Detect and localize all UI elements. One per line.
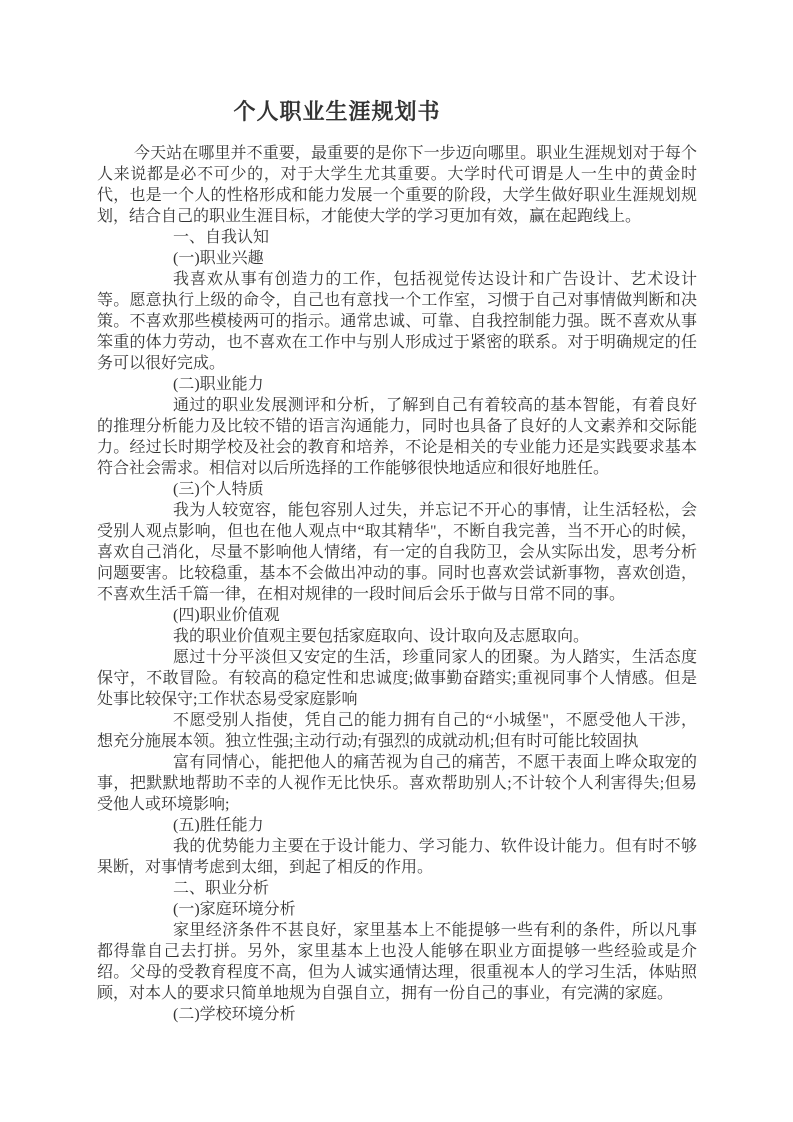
paragraph-sympathy: 富有同情心，能把他人的痛苦视为自己的痛苦，不愿干表面上哗众取宠的事，把默默地帮助不幸的人视作无比快乐。喜欢帮助别人;不计较个人利害得失;但易受他人或环境影响; (97, 754, 697, 813)
section-heading-personal-traits: (三)个人特质 (173, 481, 264, 498)
section-heading-career-values: (四)职业价值观 (173, 607, 280, 624)
section-heading-career-analysis: 二、职业分析 (173, 880, 270, 897)
section-heading-school-environment: (二)学校环境分析 (173, 1006, 296, 1023)
paragraph-career-ability: 通过的职业发展测评和分析，了解到自己有着较高的基本智能，有着良好的推理分析能力及比较不错的语言沟通能力，同时也具备了良好的人文素养和交际能力。经过长时期学校及社会的教育和培养，不论是相关的专业能力还是实践要求基本符合社会需求。相信对以后所选择的工作能够很快地适应和很好地胜任。 (97, 397, 697, 477)
paragraph-intro: 今天站在哪里并不重要，最重要的是你下一步迈向哪里。职业生涯规划对于每个人来说都是必不可少的，对于大学生尤其重要。大学时代可谓是人一生中的黄金时代，也是一个人的性格形成和能力发展一个重要的阶段，大学生做好职业生涯规划规划，结合自己的职业生涯目标，才能使大学的学习更加有效，赢在起跑线上。 (97, 145, 697, 225)
document-body (97, 143, 697, 1025)
paragraph-career-interest: 我喜欢从事有创造力的工作，包括视觉传达设计和广告设计、艺术设计等。愿意执行上级的命令，自己也有意找一个工作室，习惯于自己对事情做判断和决策。不喜欢那些模棱两可的指示。通常忠诚、可靠、自我控制能力强。既不喜欢从事笨重的体力劳动，也不喜欢在工作中与别人形成过于紧密的联系。对于明确规定的任务可以很好完成。 (97, 271, 697, 372)
paragraph-career-values-summary: 我的职业价值观主要包括家庭取向、设计取向及志愿取向。 (173, 628, 590, 645)
section-heading-career-interest: (一)职业兴趣 (173, 250, 264, 267)
section-heading-self-awareness: 一、自我认知 (173, 229, 270, 246)
section-heading-career-ability: (二)职业能力 (173, 376, 264, 393)
paragraph-competence: 我的优势能力主要在于设计能力、学习能力、软件设计能力。但有时不够果断，对事情考虑到太细，到起了相反的作用。 (97, 838, 697, 876)
paragraph-family-environment: 家里经济条件不甚良好，家里基本上不能提够一些有利的条件，所以凡事都得靠自己去打拼。另外，家里基本上也没人能够在职业方面提够一些经验或是介绍。父母的受教育程度不高，但为人诚实通情达理，很重视本人的学习生活，体贴照顾，对本人的要求只简单地规为自强自立，拥有一份自己的事业，有完满的家庭。 (97, 922, 697, 1002)
section-heading-competence: (五)胜任能力 (173, 817, 264, 834)
paragraph-independence: 不愿受别人指使，凭自己的能力拥有自己的“小城堡"，不愿受他人干涉，想充分施展本领。独立性强;主动行动;有强烈的成就动机;但有时可能比较固执 (97, 712, 697, 750)
paragraph-personal-traits: 我为人较宽容，能包容别人过失，并忘记不开心的事情，让生活轻松，会受别人观点影响，但也在他人观点中“取其精华"，不断自我完善，当不开心的时候，喜欢自己消化，尽量不影响他人情绪，有一定的自我防卫，会从实际出发，思考分析问题要害。比较稳重，基本不会做出冲动的事。同时也喜欢尝试新事物，喜欢创造，不喜欢生活千篇一律，在相对规律的一段时间后会乐于做与日常不同的事。 (97, 502, 697, 603)
paragraph-family-orientation: 愿过十分平淡但又安定的生活，珍重同家人的团聚。为人踏实，生活态度保守，不敢冒险。有较高的稳定性和忠诚度;做事勤奋踏实;重视同事个人情感。但是处事比较保守;工作状态易受家庭影响 (97, 649, 697, 708)
document-title: 个人职业生涯规划书 (233, 99, 441, 124)
section-heading-family-environment: (一)家庭环境分析 (173, 901, 296, 918)
